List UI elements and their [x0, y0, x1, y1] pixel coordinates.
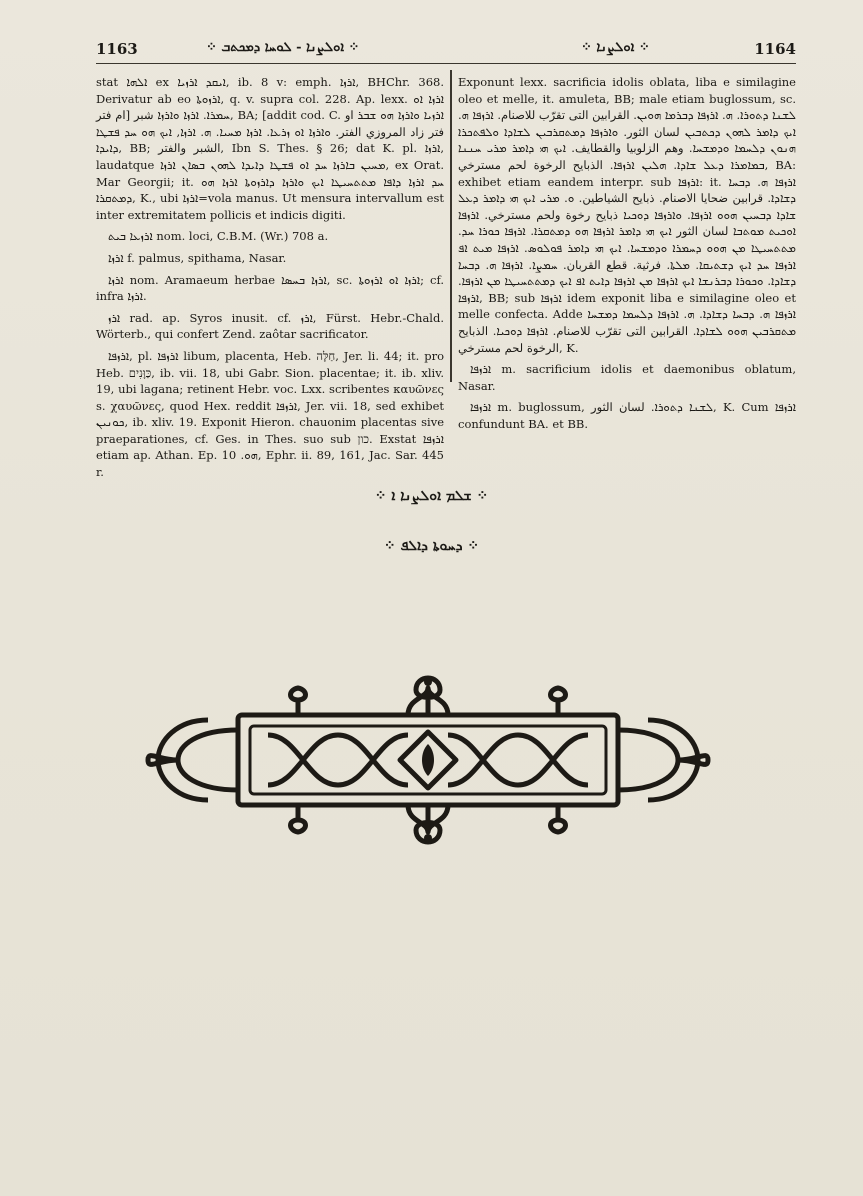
closing-heading: ⁘ ܫܠܡ ܐܘܠܨܢܐ ܐ ⁘	[374, 488, 489, 504]
entry-paragraph: stat ܐܠܗܐ ex ܐܝܩܕ ܐܪܙܝܐ, ib. 8 v: emph. ܐܪܙܐ, BHChr. 368. Derivatur ab eo ܐܪܙܘܬܐ, q. v. supra col. 228. Ap. lexx. ܐܪܙܐ ܐܘ ܚܡܪܐ. ܐܪܙܐ ܘܐܪܙܐ شبر [ام فتر, BA; [addit cod. C. ܐܪܙܝܐ ܘܐܪܙܐ ܗܘ ܫܒܪ او فتر زاد المروزي الفتر. ܘܐܪܙܐ ܐܘ ܙܪܥܐ. ܐܪܙܐ ܡܚܝܐ. ܗ. ܐܪܙܐ, ܐܝܟ ܗܘ ܚܕ ܦܫܛܐ ܕܐܝܕܐ, BB; الشبر والفتر, Ibn S. Thes. § 26; dat K. pl. ܐܪܙܐ, laudatque ܡܚܝܢ ܒܐܪܙܐ ܚܕ ܐܘ ܦܫܛܐ ܕܐܝܕܐ ܠܗܘܢ ܒܣܐܢ ܐܪܙܐ, ex Orat. Mar Georgii; it. ܚܕ ܐܪܙܐ ܕܐܦܐ ܡܬܬܚܝܛܐ ܐܝܟ ܘܐܪܙܐ ܕܐܪܙܘܬܐ ܐܪܙܐ ܗܘ ܕܡܬܩܪܐ, K., ubi ܐܪܙܐ=vola manus. Ut mensura intervallum est inter extremitatem pollicis et indicis digiti.	[96, 75, 445, 222]
running-head-left: ⁘ ܐܘܠܨܢܐ - ܠܘܚܐ ܕܡܟܬܒ ⁘	[206, 40, 360, 55]
entry-paragraph: ܐܪܙ rad. ap. Syros inusit. cf. ܐܪܙ, Fürst. Hebr.-Chald. Wörterb., qui confert Zend. zaôtar sacrificator.	[96, 310, 444, 342]
page-number-right: 1164	[754, 40, 796, 58]
column-divider	[450, 70, 452, 382]
interlace-ornament	[138, 660, 718, 860]
page-header	[96, 40, 796, 64]
entry-paragraph: ܐܪܙܥܐ ܒܝܬ nom. loci, C.B.M. (Wr.) 708 a.	[108, 229, 329, 244]
entry-paragraph: ܐܪܙܦܐ, pl. ܐܪܙܦܐ libum, placenta, Heb. חַלָּה, Jer. li. 44; it. pro Heb. כַּוָּנִים, ib. vii. 18, ubi Gabr. Sion. placentae; it. ib. xliv. 19, ubi lagana; retinent Hebr. voc. Lxx. scribentes καυῶνες s. χαυῶνες, quod Hex. reddit ܐܪܙܦܐ, Jer. vii. 18, sed exhibet ܟܘܢܝܢ, ib. xliv. 19. Exponit Hieron. chauonim placentas sive praeparationes, cf. Ges. in Thes. suo sub כון. Exstat ܐܪܙܦܐ etiam ap. Athan. Ep. ܗܘ. 10, Ephr. ii. 89, 161, Jac. Sar. 445 r.	[96, 348, 444, 480]
entry-paragraph: ܐܪܙܐ f. palmus, spithama, Nasar.	[108, 250, 287, 265]
left-column	[96, 74, 444, 486]
page-number-left: 1163	[96, 40, 138, 58]
entry-paragraph: ܐܪܙܦܐ m. sacrificium idolis et daemonibus oblatum, Nasar.	[458, 362, 796, 393]
entry-paragraph: ܐܪܙܦܐ m. buglossum, ܠܫܢܐ ܕܬܘܪܐ. لسان الثور, K. Cum ܐܪܙܦܐ confundunt BA. et BB.	[458, 400, 796, 431]
entry-paragraph: Exponunt lexx. sacrificia idolis oblata, liba e similagine oleo et melle, it. amuleta, BB; male etiam buglossum, sc. ܠܫܢܐ ܕܬܘܪܐ. ܗ. ܐܪܙܦܐ ܕܒܪܡܐ ܗܘܝܢ. القرابين التى تقرّب للاصنام. ܐܪܙܦܐ ܗ. ܐܝܟ ܕܐܡܪ ܠܗܘܢ ܕܟܬܒܝܢ لسان الثور. ܘܐܪܙܦܐ ܕܡܬܩܪܒܝܢ ܠܫܐܕܐ ܘܠܦܬܟܪܐ ܗܢܘܢ ܕܠܚܡܐ ܘܕܡܫܚܐ. وهم الزلوبيا والقطايف. ܐܝܟ ܗܝ ܕܐܡܪ ܡܪܝ ܚܢܢܐ ܒܡܐܡܪܐ ܕܥܠ ܫܐܕܐ. ܗܠܝܢ ܐܪܙܦܐ. الذبايح الرخوة لحم مسترخي, BA: exhibet etiam eandem interpr. sub ܐܪܙܦܐ: it. ܐܪܙܦܐ ܗ. ܕܒܚܐ ܕܫܐܕܐ. قرابين ضحايا الاصنام. ذبايح الشياطين. ܘ. ܡܪܝ ܐܝܟ ܗܝ ܕܐܡܪ ܕܥܠ ܫܐܕܐ ܕܒܚܝܢ ܗܘܘ ܐܪܙܦܐ. ܘܐܪܙܦܐ ܕܘܟܝܐ ذبايح رخوة ولحم مسترخي. ܐܪܙܦܐ ܐܘܟܝܬ ܡܘܬܒܐ لسان الثور ܐܝܟ ܗܝ ܕܐܡܪ ܐܪܙܦܐ ܗܘ ܕܡܬܩܪܐ. ܐܪܙܦܐ ܟܘܪܐ ܚܕ. ܡܬܬܚܝܛܐ ܡܢ ܗܘܘ ܕܚܡܪܐ ܘܕܡܫܚܐ. ܐܝܟ ܗܝ ܕܐܡܪ ܦܘܠܘܣ. ܐܪܙܦܐ ܡܝܬ ܐܦ ܐܪܙܦܐ ܚܕ ܐܝܟ ܕܫܬܝܩܐ. ܡܠܬܐ. فرثية. قطع القربان. ܚܡܨܐ. ܐܪܙܦܐ ܗ. ܕܒܚܐ ܕܫܐܕܐ. ܘܟܘܪܐ ܕܒܪܢܫܐ ܐܝܟ ܐܪܙܦܐ ܡܢ ܐܪܙܦܐ ܕܐܝܬ ܐܦ ܐܝܟ ܕܡܬܬܚܝܛܐ ܡܢ ܐܪܙܦܐ. ܐܪܙܦܐ, BB; sub ܐܪܙܦܐ idem exponit liba e similagine oleo et melle confecta. Adde ܐܪܙܦܐ ܗ. ܕܒܚܐ ܕܫܐܕܐ. ܗ. ܐܪܙܦܐ ܕܠܚܡܐ ܕܡܫܚܐ ܡܬܩܪܒܝܢ ܗܘܘ ܠܫܐܕܐ. القرابين التى تقرّب للاصنام. ܐܪܙܦܐ ܕܘܟܝܐ. الذبايح الرخوة لحم مسترخي, K.	[458, 75, 796, 355]
right-column	[458, 74, 796, 437]
header-rule	[96, 63, 796, 64]
running-head-right: ⁘ ܐܘܠܨܢܐ ⁘	[581, 40, 650, 55]
entry-paragraph: ܐܪܙܐ nom. Aramaeum herbae ܐܪܙܐ ܒܚܣܐ, sc. ܐܪܙܐ ܐܘ ܐܪܙܘܬܐ; cf. infra ܐܪܙܐ.	[96, 272, 444, 304]
section-heading: ⁘ ܕܚܘܬܐ ܕܐܠܦ ⁘	[383, 538, 480, 554]
